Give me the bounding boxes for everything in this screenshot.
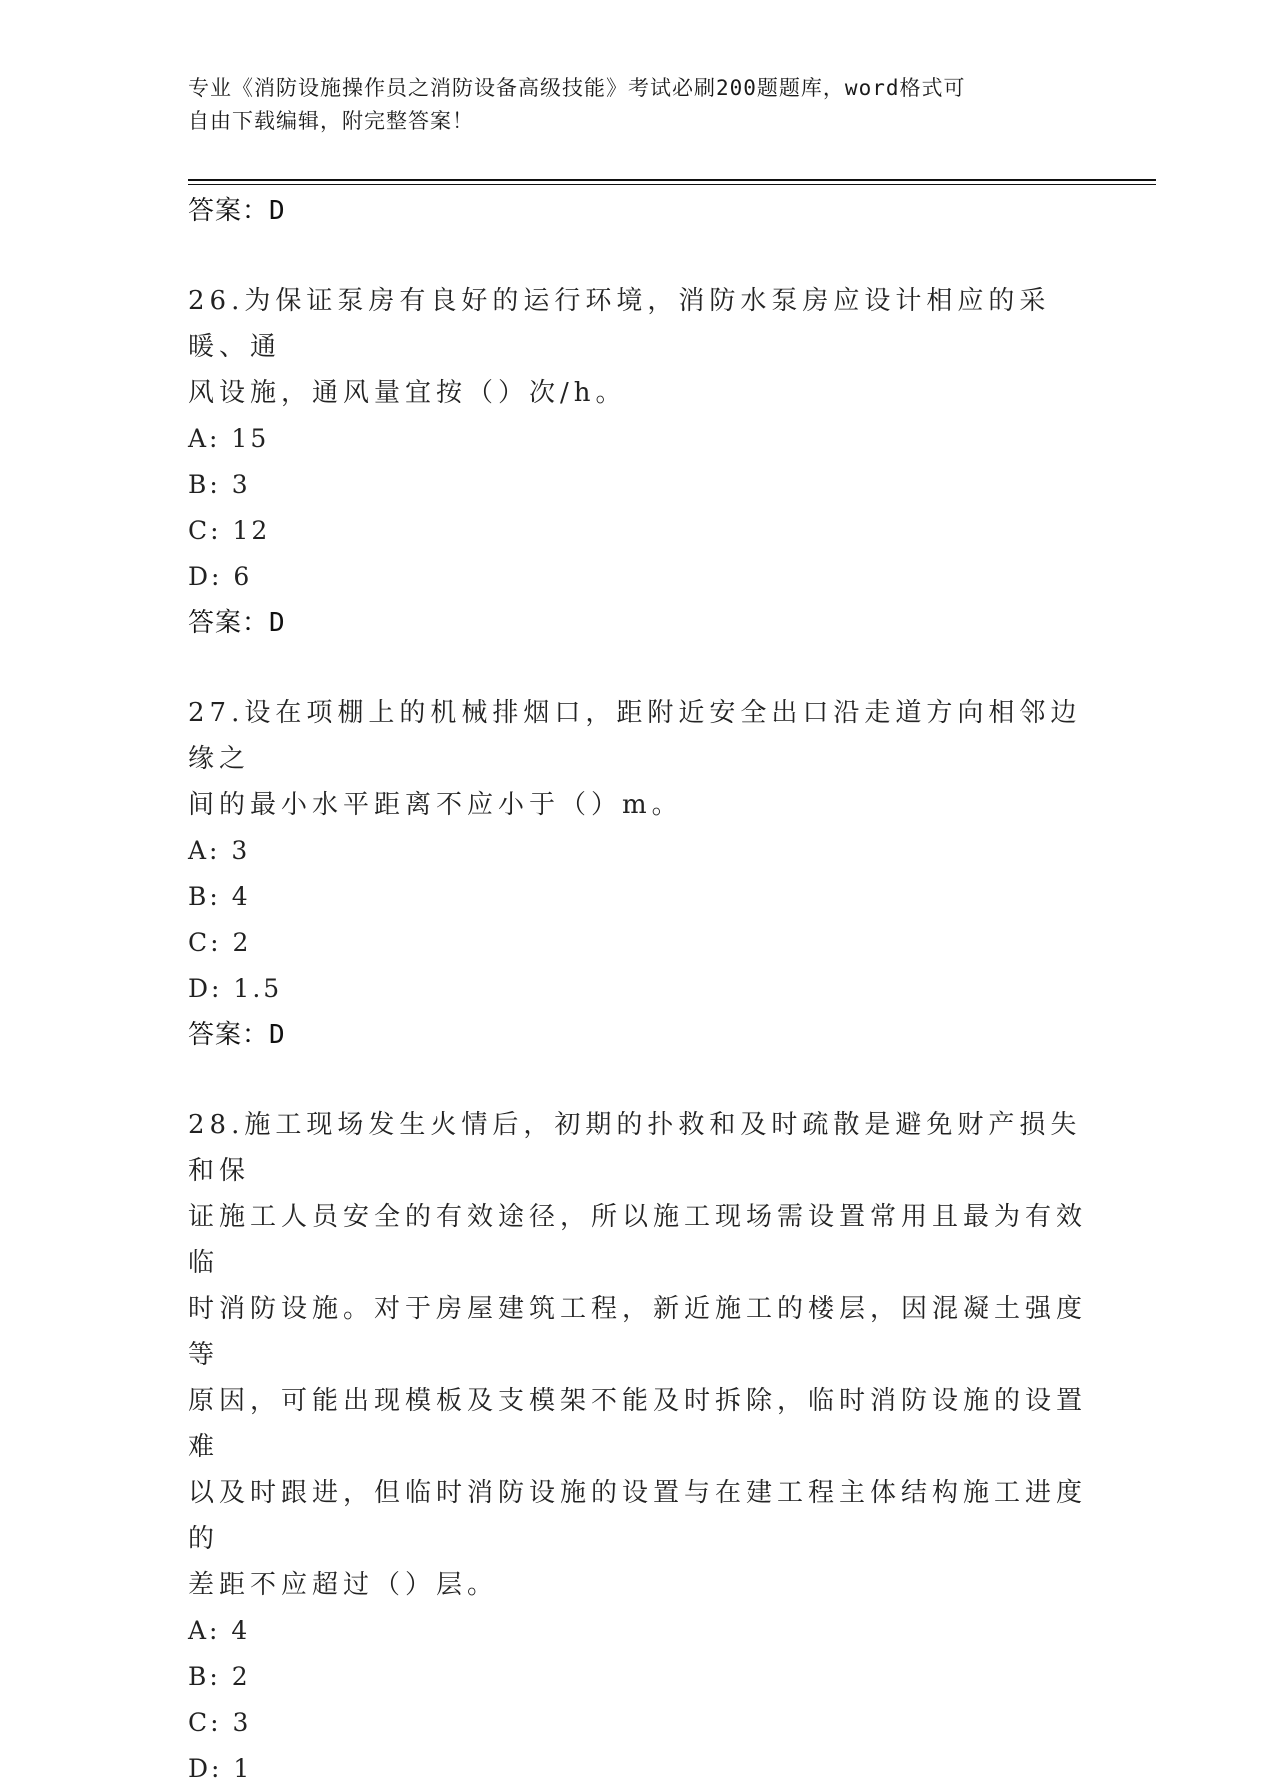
option-d: D: 1.5 xyxy=(188,974,283,1003)
answer-26: 答案：D xyxy=(188,608,286,638)
option-b: B: 3 xyxy=(188,470,251,499)
question-text xyxy=(188,278,1088,416)
option-c: C: 3 xyxy=(188,1708,252,1737)
question-line: 时消防设施。对于房屋建筑工程，新近施工的楼层，因混凝土强度等 xyxy=(188,1294,1088,1370)
header-line-2: 自由下载编辑，附完整答案！ xyxy=(188,109,474,133)
option-a: A: 4 xyxy=(188,1616,251,1645)
header-divider-thick xyxy=(188,179,1156,181)
question-line: 证施工人员安全的有效途径，所以施工现场需设置常用且最为有效临 xyxy=(188,1202,1088,1278)
option-a: A: 3 xyxy=(188,836,251,865)
question-line: 风设施，通风量宜按（）次/h。 xyxy=(188,378,627,408)
question-26 xyxy=(188,278,1088,646)
question-line: 28.施工现场发生火情后，初期的扑救和及时疏散是避免财产损失和保 xyxy=(188,1110,1082,1186)
question-27 xyxy=(188,690,1088,1058)
question-line: 26.为保证泵房有良好的运行环境，消防水泵房应设计相应的采暖、通 xyxy=(188,286,1051,362)
question-text xyxy=(188,690,1088,828)
option-a: A: 15 xyxy=(188,424,270,453)
question-line: 间的最小水平距离不应小于（）m。 xyxy=(188,790,683,820)
question-line: 以及时跟进，但临时消防设施的设置与在建工程主体结构施工进度的 xyxy=(188,1478,1088,1554)
header-divider-thin xyxy=(188,184,1156,185)
option-c: C: 12 xyxy=(188,516,271,545)
question-text xyxy=(188,1102,1088,1608)
answer-27: 答案：D xyxy=(188,1020,286,1050)
option-c: C: 2 xyxy=(188,928,252,957)
document-body xyxy=(188,188,1088,1792)
question-line: 原因，可能出现模板及支模架不能及时拆除，临时消防设施的设置难 xyxy=(188,1386,1088,1462)
question-line: 27.设在项棚上的机械排烟口，距附近安全出口沿走道方向相邻边缘之 xyxy=(188,698,1082,774)
question-28 xyxy=(188,1102,1088,1792)
option-d: D: 6 xyxy=(188,562,253,591)
answer-25: 答案：D xyxy=(188,196,286,226)
question-line: 差距不应超过（）层。 xyxy=(188,1570,499,1600)
option-b: B: 2 xyxy=(188,1662,251,1691)
document-header xyxy=(188,72,1068,138)
option-d: D: 1 xyxy=(188,1754,253,1783)
header-line-1: 专业《消防设施操作员之消防设备高级技能》考试必刷200题题库，word格式可 xyxy=(188,76,966,100)
option-b: B: 4 xyxy=(188,882,251,911)
